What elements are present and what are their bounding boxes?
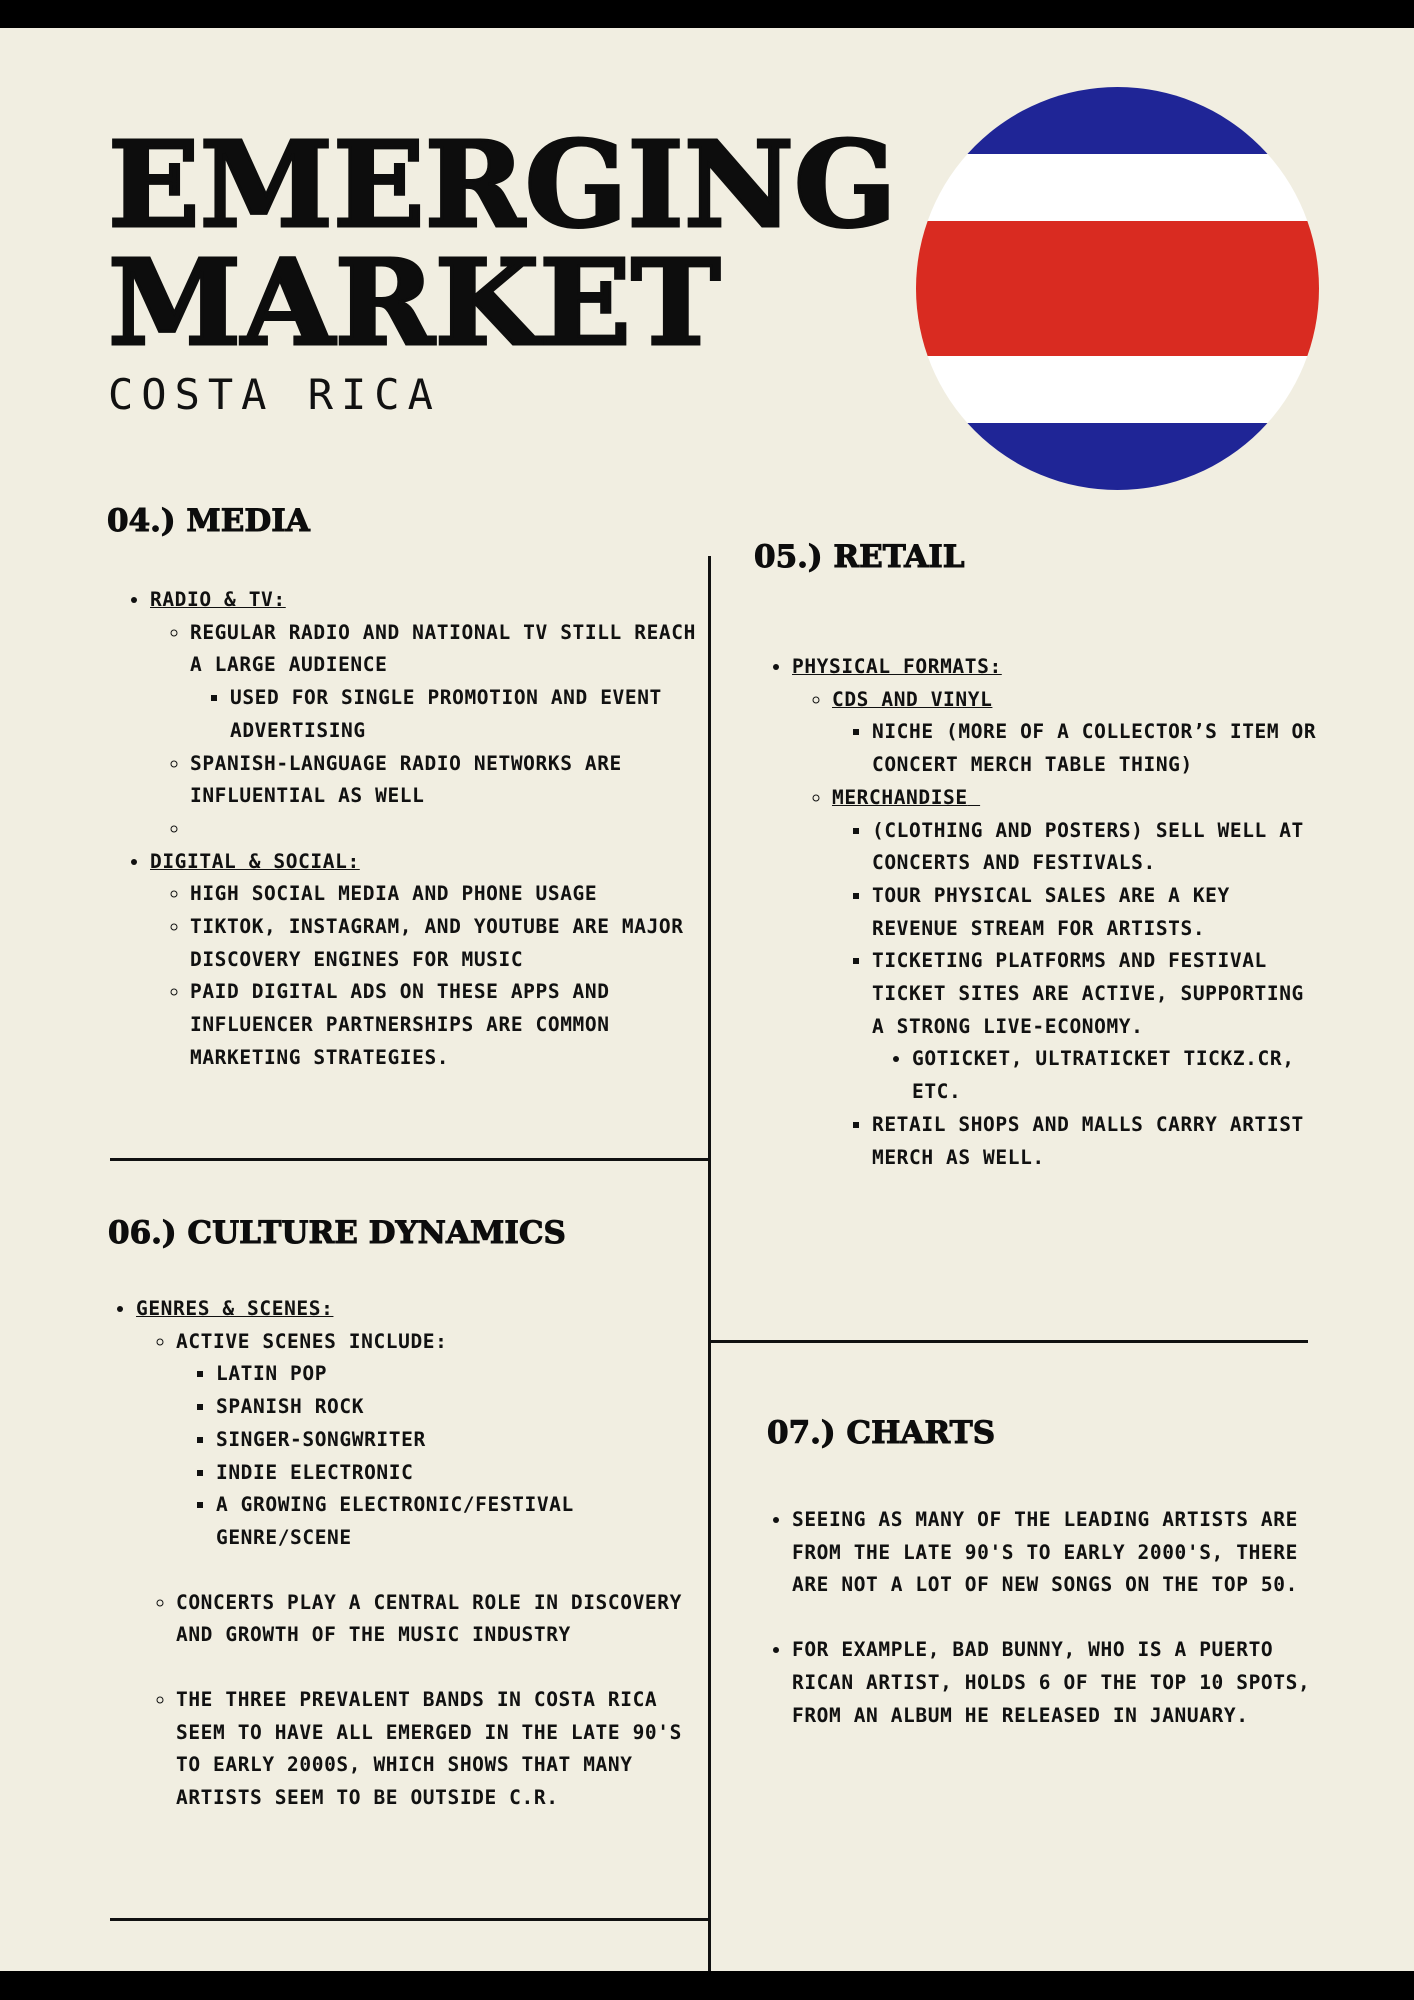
retail-list [750, 651, 1320, 1174]
list-item [150, 584, 708, 846]
cds-vinyl-label: CDS AND VINYL [832, 687, 993, 711]
page-subtitle: COSTA RICA [108, 370, 441, 419]
vertical-divider [708, 556, 711, 1971]
list-item-empty [190, 813, 708, 846]
list-item: ▪ RETAIL SHOPS AND MALLS CARRY ARTIST MERCH AS WELL. [872, 1109, 1320, 1174]
section-title-retail: 05.) RETAIL [754, 539, 965, 575]
list-item: ▪ SPANISH ROCK [216, 1391, 694, 1424]
list-item: ◦ THE THREE PREVALENT BANDS IN COSTA RICA SEEM TO HAVE ALL EMERGED IN THE LATE 90'S TO EARLY 2000S, WHICH SHOWS THAT MANY ARTISTS SEEM TO BE OUTSIDE C.R. [176, 1684, 694, 1815]
section-title-charts: 07.) CHARTS [767, 1415, 996, 1451]
list-item: ▪ LATIN POP [216, 1358, 694, 1391]
radio-tv-item: REGULAR RADIO AND NATIONAL TV STILL REACH A LARGE AUDIENCE [190, 620, 696, 677]
flag-red-band [916, 221, 1319, 356]
physical-formats-label: PHYSICAL FORMATS: [792, 655, 1002, 678]
list-item: ◦ HIGH SOCIAL MEDIA AND PHONE USAGE [190, 878, 708, 911]
title-line-1: EMERGING [108, 115, 897, 254]
media-list [108, 584, 708, 1075]
list-item [872, 945, 1320, 1109]
charts-section [750, 1504, 1320, 1732]
radio-tv-label: RADIO & TV: [150, 588, 286, 611]
culture-list [94, 1293, 694, 1815]
list-item: ▪ USED FOR SINGLE PROMOTION AND EVENT ADVERTISING [230, 682, 708, 747]
flag-white-band-bottom [916, 356, 1319, 423]
flag-blue-band-bottom [916, 423, 1319, 490]
list-item: ◦ SPANISH-LANGUAGE RADIO NETWORKS ARE INFLUENTIAL AS WELL [190, 748, 708, 813]
retail-section [750, 651, 1320, 1174]
list-item: • GOTICKET, ULTRATICKET TICKZ.CR, ETC. [912, 1043, 1320, 1108]
section-title-culture: 06.) CULTURE DYNAMICS [108, 1215, 566, 1251]
list-item: ▪ NICHE (MORE OF A COLLECTOR’S ITEM OR CONCERT MERCH TABLE THING) [872, 716, 1320, 781]
flag-blue-band-top [916, 87, 1319, 154]
list-item [792, 651, 1320, 1174]
active-scenes-label: ACTIVE SCENES INCLUDE: [176, 1329, 448, 1353]
ticketing-text: TICKETING PLATFORMS AND FESTIVAL TICKET SITES ARE ACTIVE, SUPPORTING A STRONG LIVE-ECONOMY. [872, 949, 1304, 1038]
title-line-2: MARKET [108, 233, 721, 372]
list-item: ▪ (CLOTHING AND POSTERS) SELL WELL AT CONCERTS AND FESTIVALS. [872, 815, 1320, 880]
list-item [832, 684, 1320, 782]
list-item: • SEEING AS MANY OF THE LEADING ARTISTS ARE FROM THE LATE 90'S TO EARLY 2000'S, THERE ARE NOT A LOT OF NEW SONGS ON THE TOP 50. [792, 1504, 1320, 1602]
digital-social-label: DIGITAL & SOCIAL: [150, 849, 360, 873]
list-item: ▪ INDIE ELECTRONIC [216, 1457, 694, 1490]
merchandise-label: MERCHANDISE [832, 785, 968, 809]
media-section [108, 584, 708, 1075]
list-item: ◦ PAID DIGITAL ADS ON THESE APPS AND INFLUENCER PARTNERSHIPS ARE COMMON MARKETING STRATEGIES. [190, 976, 708, 1074]
section-title-media: 04.) MEDIA [107, 503, 310, 539]
list-item [176, 1326, 694, 1555]
list-item [150, 846, 708, 1075]
culture-section [94, 1293, 694, 1815]
page-title [108, 115, 897, 372]
page [0, 28, 1414, 1971]
divider-media-culture [110, 1158, 710, 1161]
list-item: ▪ SINGER-SONGWRITER [216, 1424, 694, 1457]
flag-white-band-top [916, 154, 1319, 221]
list-item [136, 1293, 694, 1815]
genres-scenes-label: GENRES & SCENES: [136, 1297, 334, 1320]
list-item: ◦ CONCERTS PLAY A CENTRAL ROLE IN DISCOVERY AND GROWTH OF THE MUSIC INDUSTRY [176, 1587, 694, 1652]
list-item [832, 782, 1320, 1174]
divider-retail-charts [708, 1340, 1308, 1343]
list-item: ▪ TOUR PHYSICAL SALES ARE A KEY REVENUE STREAM FOR ARTISTS. [872, 880, 1320, 945]
charts-list [750, 1504, 1320, 1732]
list-item: ▪ A GROWING ELECTRONIC/FESTIVAL GENRE/SCENE [216, 1489, 694, 1554]
costa-rica-flag-icon [916, 87, 1319, 490]
list-item [190, 617, 708, 748]
divider-culture-bottom [110, 1918, 710, 1921]
list-item: ◦ TIKTOK, INSTAGRAM, AND YOUTUBE ARE MAJOR DISCOVERY ENGINES FOR MUSIC [190, 911, 708, 976]
list-item: • FOR EXAMPLE, BAD BUNNY, WHO IS A PUERTO RICAN ARTIST, HOLDS 6 OF THE TOP 10 SPOTS, FROM AN ALBUM HE RELEASED IN JANUARY. [792, 1634, 1320, 1732]
